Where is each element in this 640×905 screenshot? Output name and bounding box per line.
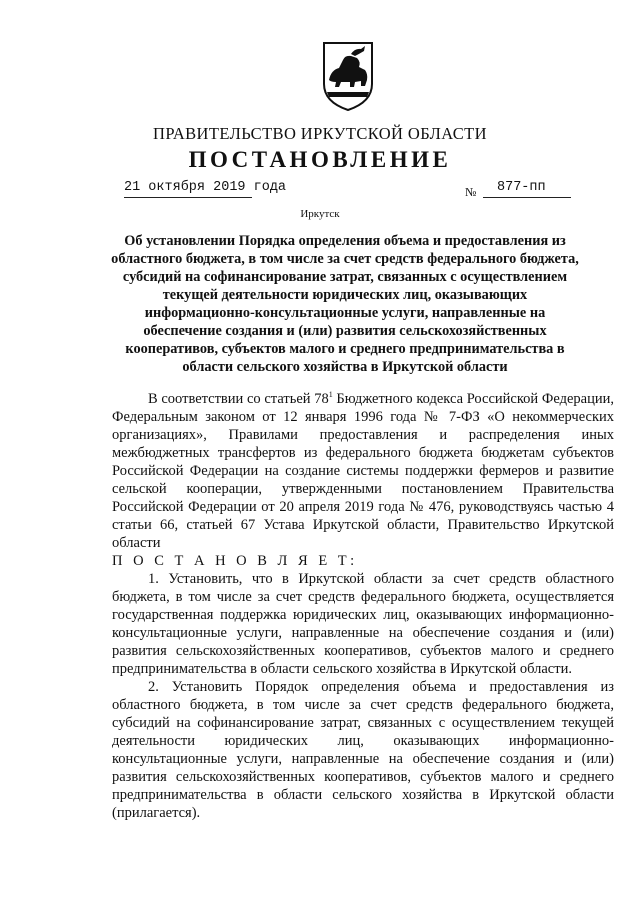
preamble-text-start: В соответствии со статьей 78 xyxy=(148,390,329,407)
preamble-paragraph xyxy=(112,386,614,552)
document-number: 877-пп xyxy=(483,180,571,198)
preamble-text-end: Бюджетного кодекса Российской Федерации, Федеральным законом от 12 января 1996 года № 7-ФЗ «О некоммерческих организациях», Правилами предоставления и распределения иных межбюджетных трансфертов из федерального бюджета бюджетам субъектов Российской Федерации на создание системы поддержки фермеров и развитие сельской кооперации, утвержденными постановлением Правительства Российской Федерации от 20 апреля 2019 года № 476, руководствуясь частью 4 статьи 66, статьей 67 Устава Иркутской области, Правительство Иркутской области xyxy=(112,390,614,551)
government-name: ПРАВИТЕЛЬСТВО ИРКУТСКОЙ ОБЛАСТИ xyxy=(153,124,487,143)
item-1-paragraph: 1. Установить, что в Иркутской области за счет средств областного бюджета, в том числе за счет средств федерального бюджета, осуществляется государственная поддержка юридических лиц, оказывающих информационно-консультационные услуги, направленные на обеспечение создания и (или) развития сельскохозяйственных кооперативов, субъектов малого и среднего предпринимательства в области сельского хозяйства в Иркутской области. xyxy=(112,570,614,677)
document-type: ПОСТАНОВЛЕНИЕ xyxy=(188,147,452,172)
document-date: 21 октября 2019 года xyxy=(124,180,252,198)
document-title: Об установлении Порядка определения объема и предоставления из областного бюджета, в том числе за счет средств федерального бюджета, субсидий на софинансирование затрат, связанных с осуществлением текущей деятельности юридических лиц, оказывающих информационно-консультационные услуги, направленные на обеспечение создания и (или) развития сельскохозяйственных кооперативов, субъектов малого и среднего предпринимательства в области сельского хозяйства в Иркутской области xyxy=(111,233,579,375)
resolves-heading: П О С Т А Н О В Л Я Е Т: xyxy=(112,552,358,569)
coat-of-arms-icon xyxy=(321,40,375,112)
item-2-paragraph: 2. Установить Порядок определения объема и предоставления из областного бюджета, в том числе за счет средств федерального бюджета, субсидий на софинансирование затрат, связанных с осуществлением текущей деятельности юридических лиц, оказывающих информационно-консультационные услуги, направленные на обеспечение создания и (или) развития сельскохозяйственных кооперативов, субъектов малого и среднего предпринимательства в области сельского хозяйства в Иркутской области (прилагается). xyxy=(112,678,614,821)
superscript: 1 xyxy=(328,390,333,399)
number-sign: № xyxy=(465,185,477,199)
document-body xyxy=(112,386,614,822)
city-name: Иркутск xyxy=(300,208,340,220)
